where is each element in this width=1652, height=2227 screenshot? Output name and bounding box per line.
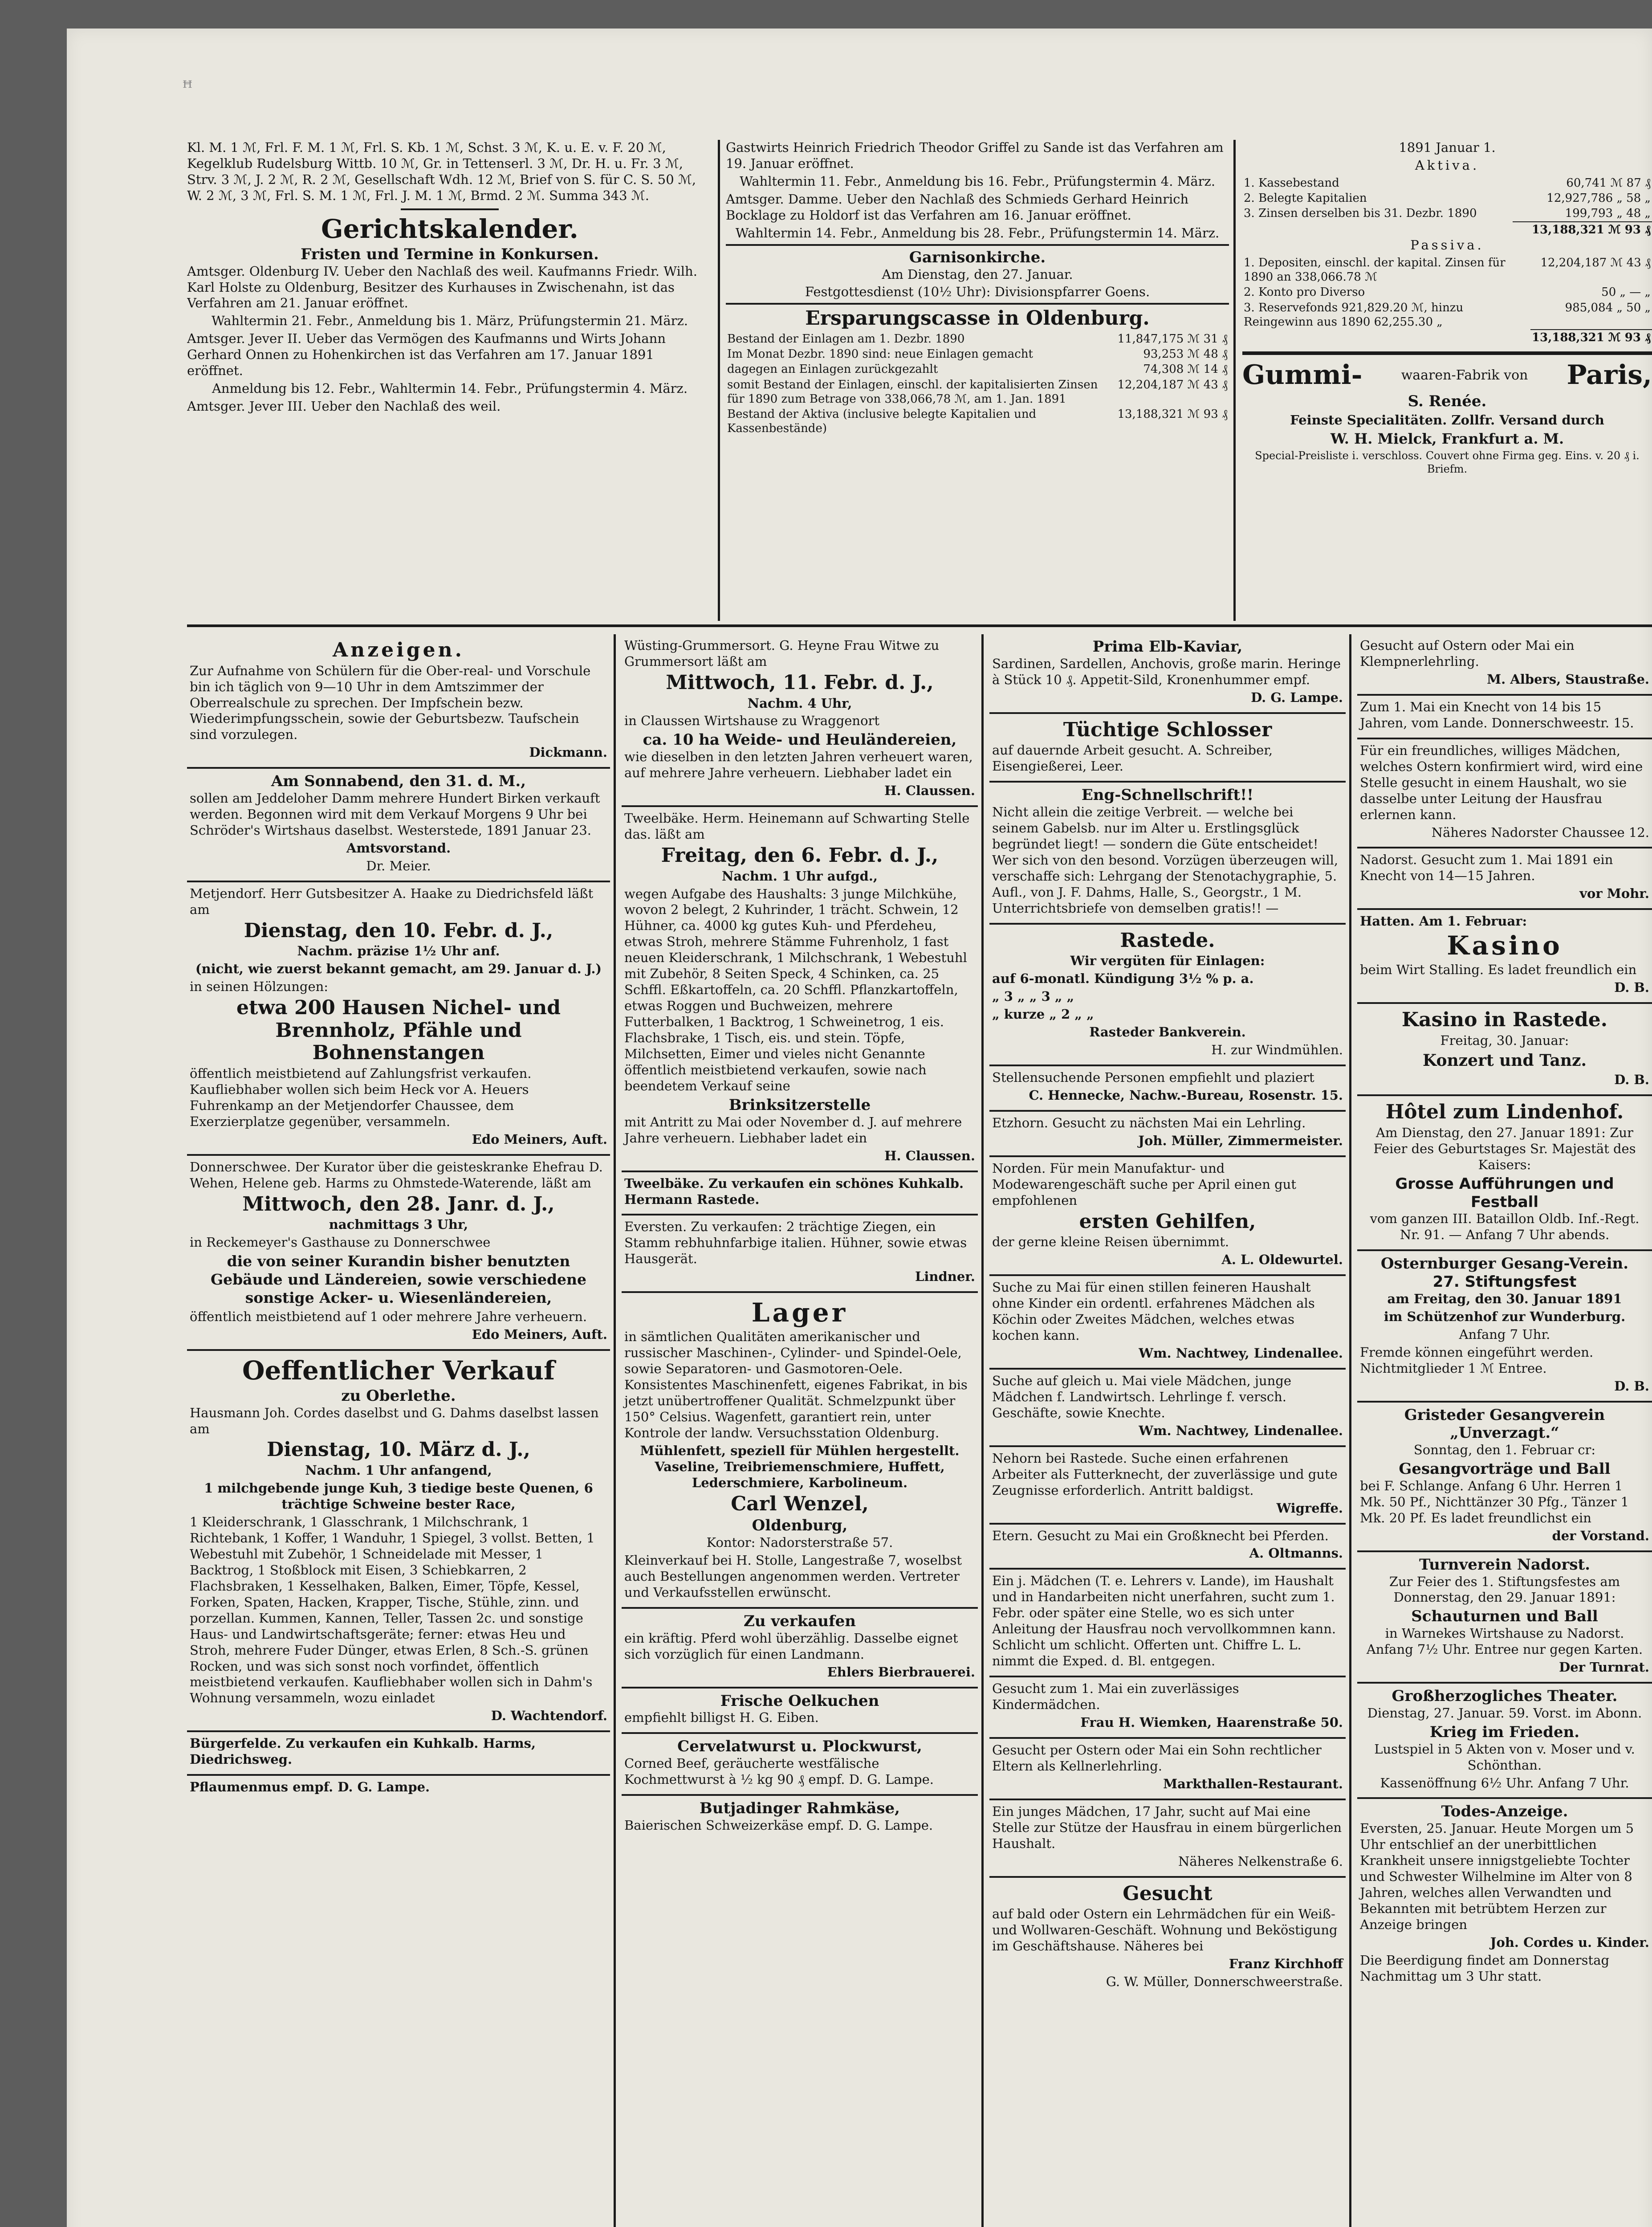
newspaper-page (67, 29, 1652, 2227)
ad-tweelbaeke-big: Brinksitzerstelle (728, 1096, 871, 1114)
ad-kaese-heading: Butjadinger Rahmkäse, (699, 1799, 900, 1818)
ad-wurst: Corned Beef, geräucherte westfälische Kochmettwurst à ½ kg 90 ₰ empf. D. G. Lampe. (624, 1756, 934, 1787)
donation-fragment: Kl. M. 1 ℳ, Frl. F. M. 1 ℳ, Frl. S. Kb. 1 ℳ, Schst. 3 ℳ, K. u. E. v. F. 20 ℳ, Kegelklub Rudelsburg Wittb. 10 ℳ, Gr. in Tettenserl. 3 ℳ, Dr. H. u. Fr. 3 ℳ, Strv. 3 ℳ, J. 2 ℳ, R. 2 ℳ, Gesellschaft Wdh. 12 ℳ, Brief von S. für C. S. 50 ℳ, W. 2 ℳ, 3 ℳ, Frl. S. M. 1 ℳ, Frl. J. M. 1 ℳ, Brmd. 2 ℳ. Summa 343 ℳ. (187, 140, 696, 203)
ad-school-signature: Dickmann. (529, 745, 607, 760)
ad-donnerschwee-b: in Reckemeyer's Gasthause zu Donnerschwee (190, 1235, 491, 1250)
ad-knecht: Zum 1. Mai ein Knecht von 14 bis 15 Jahren, vom Lande. Donnerschweestr. 15. (1360, 699, 1634, 730)
ad-lager-b: Mühlenfett, speziell für Mühlen hergestellt. Vaseline, Treibriemenschmiere, Huffett, Lederschmiere, Karbolineum. (640, 1443, 960, 1490)
ad-osternburg-c: Fremde können eingeführt werden. Nichtmitglieder 1 ℳ Entree. (1360, 1344, 1594, 1376)
gummi-renee: S. Renée. (1408, 392, 1487, 410)
ad-wuesting-time: Nachm. 4 Uhr, (747, 695, 852, 711)
ad-gristede-big: Gesangvorträge und Ball (1399, 1460, 1611, 1478)
ad-lager-kontor: Kontor: Nadorsterstraße 57. (706, 1535, 893, 1550)
court-calendar-subtitle: Fristen und Termine in Konkursen. (301, 245, 599, 263)
ad-gristede-signature: der Vorstand. (1552, 1528, 1649, 1543)
ad-rastede-rate: auf 6-monatl. Kündigung 3½ % p. a. (992, 971, 1254, 987)
ad-kaviar: Sardinen, Sardellen, Anchovis, große marin. Heringe à Stück 10 ₰. Appetit-Sild, Kronenhummer empf. (992, 656, 1341, 687)
ad-eversten: Eversten. Zu verkaufen: 2 trächtige Ziegen, ein Stamm rebhuhnfarbige italien. Hühner, sowie etwas Hausgerät. (624, 1219, 967, 1267)
gummi-firm: W. H. Mielck, Frankfurt a. M. (1330, 430, 1564, 447)
ad-tweelbaeke-c: wegen Aufgabe des Haushalts: 3 junge Milchkühe, wovon 2 belegt, 2 Kuhrinder, 1 trächt. Schwein, 12 Hühner, ca. 4000 kg gutes Kuh- und Pferdeheu, etwas Stroh, mehrere Stämme Fuhrenholz, 1 fast neuen Kleiderschrank, 1 Milchschrank, 1 Webestuhl mit Zubehör, 8 Seiten Speck, 4 Schinken, ca. 25 Schffl. Eßkartoffeln, ca. 20 Schffl. Pflanzkartoffeln, etwas Roggen und Buchweizen, mehrere Futterbalken, 1 Backtrog, 1 Schweinetrog, 1 eis. Flachsbrake, 1 Tisch, eis. und stein. Töpfe, Milchsetten, Eimer und vieles nicht Genannte öffentlich meistbietend verkaufen, sowie nach beendetem Verkauf seine (624, 886, 967, 1093)
garrison-church-date: Am Dienstag, den 27. Januar. (882, 266, 1073, 282)
ad-theater-date: Dienstag, 27. Januar. 59. Vorst. im Abonn. (1367, 1705, 1642, 1721)
ad-nehorn: Nehorn bei Rastede. Suche einen erfahrenen Arbeiter als Futterknecht, der zuverlässige und gute Zeugnisse erforderlich. Antritt baldigst. (992, 1450, 1338, 1498)
ad-tweelbaeke-date: Freitag, den 6. Febr. d. J., (661, 844, 939, 867)
passiva-title: Passiva. (1410, 237, 1484, 253)
ad-horse: ein kräftig. Pferd wohl überzählig. Dasselbe eignet sich vorzüglich für einen Landmann. (624, 1630, 958, 1662)
ad-schnellschrift: Nicht allein die zeitige Verbreit. — welche bei seinem Gabelsb. nur im Alter u. Erstlingsglück begründet liegt! — sondern die Güte entscheidet! Wer sich von den besond. Vorzügen überzeugen will, verschaffe sich: Lehrgang der Stenotachygraphie, 5. Aufl., von J. F. Dahms, Halle, S., Georgstr., 1 M. Unterrichtsbriefe von demselben gratis!! — (992, 804, 1339, 916)
ad-auction: Hausmann Joh. Cordes daselbst und G. Dahms daselbst lassen am (190, 1405, 599, 1436)
ad-stellensuchende: Stellensuchende Personen empfiehlt und plaziert (992, 1069, 1314, 1085)
gummi-word: Gummi- (1242, 359, 1363, 391)
ad-rastede-signature: H. zur Windmühlen. (1211, 1042, 1343, 1057)
ad-lager-city: Oldenburg, (752, 1517, 848, 1535)
column-rule (1233, 140, 1236, 621)
ad-wuesting-big: ca. 10 ha Weide- und Heuländereien, (643, 731, 957, 749)
gummi-paris: Paris, (1567, 359, 1652, 391)
ad-metjendorf-signature: Edo Meiners, Auft. (472, 1131, 607, 1147)
ad-rastede-name: Rasteder Bankverein. (1089, 1024, 1246, 1040)
ad-junges-maedchen: Ein j. Mädchen (T. e. Lehrers v. Lande), im Haushalt und in Handarbeiten nicht unerfahren, sucht zum 1. Febr. oder später eine Stelle, wo es sich unter Anleitung der Hausfrau noch vervollkommnen kann. Schlicht um schlicht. Offerten unt. Chiffre L. L. nimmt die Exped. d. Bl. entgegen. (992, 1573, 1336, 1669)
gummi-ad-header (1242, 359, 1652, 392)
ad-lehrmaedchen: auf bald oder Ostern ein Lehrmädchen für ein Weiß- und Wollwaren-Geschäft. Wohnung und Beköstigung im Geschäftshause. Näheres bei (992, 1906, 1338, 1954)
ad-stellensuchende-signature: C. Hennecke, Nachw.-Bureau, Rosenstr. 15. (1029, 1087, 1343, 1103)
ad-auction-c: 1 Kleiderschrank, 1 Glasschrank, 1 Milchschrank, 1 Richtebank, 1 Koffer, 1 Wanduhr, 1 Spiegel, 3 vollst. Betten, 1 Webestuhl mit Zubehör, 1 Schneidelade mit Messer, 1 Backtrog, 1 Stoßblock mit Eisen, 3 Schiebkarren, 2 Flachsbraken, 1 Kesselhaken, Balken, Eimer, Töpfe, Kessel, Forken, Spaten, Hacken, Krapper, Tische, Stühle, zinn. und porzellan. Kummen, Kannen, Teller, Tassen 2c. und sonstige Haus- und Landwirtschaftsgeräte; ferner: etwas Heu und Stroh, mehrere Fuder Dünger, etwas Erlen, 8 Sch.-S. grünen Rocken, und was sich sonst noch vorfindet, öffentlich meistbietend verkaufen. Kaufliebhaber wollen sich in Dahm's Wohnung versammeln, wozu einladet (190, 1514, 595, 1706)
ad-norden-b: der gerne kleine Reisen übernimmt. (992, 1234, 1229, 1250)
ad-turnverein-signature: Der Turnrat. (1559, 1660, 1649, 1675)
ad-freundliches-signature: Näheres Nadorster Chaussee 12. (1431, 824, 1649, 840)
ad-lindenhof-b: vom ganzen III. Bataillon Oldb. Inf.-Regt. Nr. 91. — Anfang 7 Uhr abends. (1370, 1211, 1640, 1243)
ad-osternburg-date: am Freitag, den 30. Januar 1891 (1387, 1291, 1622, 1306)
ad-lehrmaedchen-heading: Gesucht (1123, 1882, 1213, 1905)
ad-maedchen-signature: Wm. Nachtwey, Lindenallee. (1139, 1423, 1343, 1438)
column-rule (981, 634, 984, 2227)
ad-tweelbaeke-signature: H. Claussen. (884, 1148, 975, 1163)
ad-donnerschwee-date: Mittwoch, den 28. Janr. d. J., (242, 1192, 555, 1215)
ad-wuesting-c: wie dieselben in den letzten Jahren verheuert waren, auf mehrere Jahre verheuern. Liebhaber ladet ein (624, 749, 973, 781)
ad-schnellschrift-heading: Eng-Schnellschrift!! (1081, 786, 1254, 804)
ad-wuesting-signature: H. Claussen. (884, 783, 975, 799)
ad-donnerschwee: Donnerschwee. Der Kurator über die geisteskranke Ehefrau D. Wehen, Helene geb. Harms zu Ohmstede-Waterende, läßt am (190, 1159, 603, 1191)
ad-wurst-heading: Cervelatwurst u. Plockwurst, (677, 1738, 922, 1756)
ad-birch-heading: Am Sonnabend, den 31. d. M., (271, 772, 526, 791)
ad-donnerschwee-c: öffentlich meistbietend auf 1 oder mehrere Jahre verheuern. (190, 1309, 587, 1324)
ad-todes-b: Die Beerdigung findet am Donnerstag Nachmittag um 3 Uhr statt. (1360, 1952, 1610, 1984)
ad-klempner: Gesucht auf Ostern oder Mai ein Klempnerlehrling. (1360, 638, 1575, 669)
ad-nadorst-signature: vor Mohr. (1579, 886, 1649, 901)
ad-schlosser: auf dauernde Arbeit gesucht. A. Schreiber, Eisengießerei, Leer. (992, 742, 1273, 774)
ad-rastede-rate: „ 3 „ „ 3 „ „ (992, 989, 1074, 1004)
ad-birch-signature: Amtsvorstand. (346, 840, 451, 856)
court-notice-3: Amtsger. Jever III. Ueber den Nachlaß des weil. (187, 399, 501, 414)
ad-metjendorf-date: Dienstag, den 10. Febr. d. J., (244, 919, 553, 942)
ad-turnverein-big: Schauturnen und Ball (1411, 1607, 1598, 1626)
ad-nadorst: Nadorst. Gesucht zum 1. Mai 1891 ein Knecht von 14—15 Jahren. (1360, 852, 1613, 884)
ad-lager: in sämtlichen Qualitäten amerikanischer und russischer Maschinen-, Cylinder- und Spindel-Oele, sowie Separatoren- und Gasmotoren-Oele. Konsistentes Maschinenfett, eigenes Fabrikat, in bis jetzt unübertroffener Qualität. Schmelzpunkt über 150° Celsius. Wagenfett, garantiert rein, unter Kontrole der landw. Versuchsstation Oldenburg. (624, 1329, 968, 1440)
garrison-church-title: Garnisonkirche. (909, 248, 1046, 266)
ad-kellner-signature: Markthallen-Restaurant. (1163, 1776, 1343, 1791)
ads-column-1 (187, 634, 610, 2227)
ad-auction-place: zu Oberlethe. (341, 1387, 456, 1405)
ad-oelkuchen-heading: Frische Oelkuchen (720, 1692, 879, 1710)
ad-lager-name: Carl Wenzel, (731, 1492, 869, 1515)
ad-auction-time: Nachm. 1 Uhr anfangend, (305, 1463, 492, 1478)
ad-lager-title: Lager (751, 1297, 848, 1328)
ad-kuhkalb: Tweelbäke. Zu verkaufen ein schönes Kuhkalb. Hermann Rastede. (624, 1175, 964, 1207)
ad-koechin-signature: Wm. Nachtwey, Lindenallee. (1139, 1345, 1343, 1361)
ad-rastede-rate: „ kurze „ 2 „ „ (992, 1007, 1094, 1022)
section-rule (187, 624, 1652, 627)
ad-donnerschwee-big: die von seiner Kurandin bisher benutzten Gebäude und Ländereien, sowie verschiedene sonstige Acker- u. Wiesenländereien, (210, 1252, 587, 1306)
ad-etern-signature: A. Oltmanns. (1249, 1546, 1343, 1561)
page-mark: ꟸ (183, 77, 192, 98)
ad-metjendorf-b: in seinen Hölzungen: (190, 979, 329, 995)
ad-kasino-rastede-b: Konzert und Tanz. (1422, 1051, 1587, 1070)
ads-column-4 (1357, 634, 1652, 2227)
ad-lehrmaedchen-address: G. W. Müller, Donnerschweerstraße. (1106, 1974, 1343, 1990)
ad-tweelbaeke: Tweelbäke. Herm. Heinemann auf Schwarting Stelle das. läßt am (624, 811, 970, 842)
gummi-text: waaren-Fabrik von (1401, 367, 1528, 383)
savings-bank-table: Bestand der Einlagen am 1. Dezbr. 1890 11,847,175 ℳ 31 ₰ Im Monat Dezbr. 1890 sind: neue Einlagen gemacht 93,253 ℳ 48 ₰ dagegen an Einlagen zurückgezahlt 74,308 ℳ 14 ₰ somit Bestand der Einlagen, einschl. der kapitalisierten Zinsen für 1890 zum Betrage von 338,066,78 ℳ, am 1. Jan. 1891 12,204,187 ℳ 43 ₰ Bestand der Aktiva (inclusive belegte Kapitalien und Kassenbestände) 13,188,321 ℳ 93 ₰ (727, 332, 1228, 436)
ad-gristede-c: bei F. Schlange. Anfang 6 Uhr. Herren 1 Mk. 50 Pf., Nichttänzer 30 Pfg., Tänzer 1 Mk. 20 Pf. Es ladet freundlichst ein (1360, 1478, 1629, 1525)
ads-column-3 (989, 634, 1346, 2227)
passiva-table: 1. Depositen, einschl. der kapital. Zinsen für 1890 an 338,066.78 ℳ 12,204,187 ℳ 43 ₰ 2. Konto pro Diverso 50 „ — „ 3. Reservefonds 921,829.20 ℳ, hinzu Reingewinn aus 1890 62,255.30 „ 985,084 „ 50 „ 13,188,321 ℳ 93 ₰ (1242, 255, 1652, 345)
ad-rastede-heading: Rastede. (1120, 929, 1215, 952)
ad-wuesting-b: in Claussen Wirtshause zu Wraggenort (624, 713, 880, 729)
ad-auction-date: Dienstag, 10. März d. J., (267, 1438, 530, 1461)
ads-column-2 (622, 634, 978, 2227)
court-notice-1: Amtsger. Oldenburg IV. Ueber den Nachlaß des weil. Kaufmanns Friedr. Wilh. Karl Holste zu Oldenburg, Besitzer des Kurhauses in Zwischenahn, ist das Verfahren am 21. Januar eröffnet. (187, 263, 697, 311)
top-column-2 (726, 140, 1229, 621)
ad-horse-heading: Zu verkaufen (744, 1612, 856, 1630)
ad-osternburg-signature: D. B. (1614, 1378, 1649, 1394)
ad-kaese: Baierischen Schweizerkäse empf. D. G. Lampe. (624, 1817, 933, 1833)
ad-theater-time: Kassenöffnung 6½ Uhr. Anfang 7 Uhr. (1380, 1775, 1629, 1791)
ad-nehorn-signature: Wigreffe. (1276, 1500, 1343, 1516)
ad-kasino-signature: D. B. (1614, 980, 1649, 995)
savings-bank-title: Ersparungscasse in Oldenburg. (805, 307, 1150, 330)
ad-turnverein: Zur Feier des 1. Stiftungsfestes am Donnerstag, den 29. Januar 1891: (1389, 1574, 1620, 1605)
court-notice-5: Amtsger. Damme. Ueber den Nachlaß des Schmieds Gerhard Heinrich Bocklage zu Holdorf ist das Verfahren am 16. Januar eröffnet. (726, 191, 1189, 223)
ad-school: Zur Aufnahme von Schülern für die Ober-real- und Vorschule bin ich täglich von 9—10 Uhr in dem Amtszimmer der Oberrealschule zu sprechen. Der Impfschein bezw. Wiederimpfungsschein, sowie der Geburtsbezw. Taufschein sind vorzulegen. (190, 663, 591, 742)
ad-kaviar-signature: D. G. Lampe. (1251, 689, 1343, 705)
ad-donnerschwee-time: nachmittags 3 Uhr, (329, 1217, 468, 1232)
ad-theater-heading: Großherzogliches Theater. (1392, 1687, 1618, 1705)
ad-auction-list: 1 milchgebende junge Kuh, 3 tiedige beste Quenen, 6 trächtige Schweine bester Race, (204, 1481, 593, 1512)
ad-metjendorf-big: etwa 200 Hausen Nichel- und Brennholz, Pfähle und Bohnenstangen (236, 996, 561, 1065)
ad-wuesting: Wüsting-Grummersort. G. Heyne Frau Witwe zu Grummersort läßt am (624, 638, 940, 669)
court-notice-4: Gastwirts Heinrich Friedrich Theodor Griffel zu Sande ist das Verfahren am 19. Januar eröffnet. (726, 140, 1224, 171)
ad-osternburg-b: im Schützenhof zur Wunderburg. (1383, 1309, 1626, 1324)
ad-oelkuchen: empfiehlt billigst H. G. Eiben. (624, 1710, 819, 1725)
ad-kasino-rastede-signature: D. B. (1614, 1072, 1649, 1088)
court-notice-1-dates: Wahltermin 21. Febr., Anmeldung bis 1. März, Prüfungstermin 21. März. (211, 313, 688, 329)
column-rule (718, 140, 720, 621)
ad-auction-title: Oeffentlicher Verkauf (242, 1355, 555, 1386)
ad-turnverein-b: in Warnekes Wirtshause zu Nadorst. Anfang 7½ Uhr. Entree nur gegen Karten. (1366, 1626, 1643, 1657)
ad-etzhorn: Etzhorn. Gesucht zu nächsten Mai ein Lehrling. (992, 1115, 1306, 1130)
court-notice-2-dates: Anmeldung bis 12. Febr., Wahltermin 14. Febr., Prüfungstermin 4. März. (212, 381, 688, 396)
ad-wuesting-date: Mittwoch, 11. Febr. d. J., (666, 671, 934, 694)
ad-turnverein-heading: Turnverein Nadorst. (1419, 1555, 1591, 1574)
ad-kasino-rastede-heading: Kasino in Rastede. (1401, 1008, 1608, 1032)
column-rule (1349, 634, 1351, 2227)
ad-auction-signature: D. Wachtendorf. (491, 1708, 607, 1724)
court-calendar-title: Gerichtskalender. (321, 213, 578, 244)
ad-todes: Eversten, 25. Januar. Heute Morgen um 5 Uhr entschlief an der unerbittlichen Krankheit unsere innigstgeliebte Tochter und Schwester Wilhelmine im Alter von 8 Jahren, welches allen Verwandten und Bekannten mit betrübtem Herzen zur Anzeige bringen (1360, 1821, 1634, 1932)
ad-metjendorf-time: Nachm. präzise 1½ Uhr anf. (297, 943, 500, 959)
ad-kellner: Gesucht per Ostern oder Mai ein Sohn rechtlicher Eltern als Kellnerlehrling. (992, 1742, 1322, 1774)
court-notice-4-dates: Wahltermin 11. Febr., Anmeldung bis 16. Febr., Prüfungstermin 4. März. (739, 173, 1216, 189)
ad-klempner-signature: M. Albers, Staustraße. (1487, 671, 1649, 687)
ad-rastede-b: Wir vergüten für Einlagen: (1070, 953, 1265, 969)
ad-kasino-heading: Kasino (1447, 930, 1562, 961)
court-notice-5-dates: Wahltermin 14. Febr., Anmeldung bis 28. Febr., Prüfungstermin 14. März. (735, 225, 1220, 241)
top-column-3 (1242, 140, 1652, 621)
ad-kasino: beim Wirt Stalling. Es ladet freundlich ein (1360, 962, 1637, 978)
top-column-1 (187, 140, 712, 621)
ad-kasino-rastede-date: Freitag, 30. Januar: (1440, 1032, 1569, 1048)
ad-norden-signature: A. L. Oldewurtel. (1221, 1252, 1343, 1268)
ad-theater-big: Krieg im Frieden. (1429, 1723, 1580, 1741)
ad-todes-heading: Todes-Anzeige. (1441, 1803, 1568, 1821)
anzeigen-title: Anzeigen. (333, 639, 464, 661)
ad-gristede-date: Sonntag, den 1. Februar cr: (1413, 1442, 1596, 1458)
ad-freundliches: Für ein freundliches, williges Mädchen, welches Ostern konfirmiert wird, wird eine Stelle gesucht in einem Haushalt, wo sie dasselbe unter Leitung der Hausfrau erlernen kann. (1360, 742, 1643, 822)
ad-birch-name: Dr. Meier. (366, 858, 431, 873)
gummi-small: Special-Preisliste i. verschloss. Couvert ohne Firma geg. Eins. v. 20 ₰ i. Briefm. (1255, 449, 1640, 476)
ad-lindenhof-big: Grosse Aufführungen und Festball (1395, 1175, 1614, 1211)
ad-osternburg-big: 27. Stiftungsfest (1432, 1273, 1577, 1291)
ad-eversten-signature: Lindner. (915, 1269, 975, 1285)
ad-todes-signature: Joh. Cordes u. Kinder. (1490, 1934, 1649, 1950)
ad-norden-heading: ersten Gehilfen, (1079, 1210, 1256, 1233)
ad-tweelbaeke-time: Nachm. 1 Uhr aufgd., (721, 868, 878, 884)
ad-metjendorf-note: (nicht, wie zuerst bekannt gemacht, am 29. Januar d. J.) (195, 961, 602, 977)
ad-birch: sollen am Jeddeloher Damm mehrere Hundert Birken verkauft werden. Begonnen wird mit dem Verkauf Morgens 9 Uhr bei Schröder's Wirtshaus daselbst. Westerstede, 1891 Januar 23. (190, 791, 600, 838)
ad-kaviar-heading: Prima Elb-Kaviar, (1092, 638, 1243, 656)
ad-osternburg-heading: Osternburger Gesang-Verein. (1380, 1255, 1629, 1273)
ad-metjendorf-c: öffentlich meistbietend auf Zahlungsfrist verkaufen. Kaufliebhaber wollen sich beim Heck vor A. Heuers Fuhrenkamp an der Metjendorfer Chaussee, dem Exerzierplatze gegenüber, versammeln. (190, 1066, 532, 1129)
aktiva-title: Aktiva. (1415, 157, 1480, 173)
ad-horse-signature: Ehlers Bierbrauerei. (827, 1664, 975, 1680)
ad-norden: Norden. Für mein Manufaktur- und Modewarengeschäft suche per April einen gut empfohlenen (992, 1160, 1296, 1208)
ad-maedchen: Suche auf gleich u. Mai viele Mädchen, junge Mädchen f. Landwirtsch. Lehrlinge f. versch. Geschäfte, sowie Knechte. (992, 1373, 1292, 1420)
court-notice-2: Amtsger. Jever II. Ueber das Vermögen des Kaufmanns und Wirts Johann Gerhard Onnen zu Hohenkirchen ist das Verfahren am 17. Januar 1891 eröffnet. (187, 331, 666, 379)
ad-theater-b: Lustspiel in 5 Akten von v. Moser und v. Schönthan. (1374, 1741, 1635, 1773)
ad-osternburg-time: Anfang 7 Uhr. (1459, 1326, 1550, 1342)
ad-kindermaedchen: Gesucht zum 1. Mai ein zuverlässiges Kindermädchen. (992, 1681, 1239, 1713)
ad-schlosser-heading: Tüchtige Schlosser (1063, 718, 1272, 741)
ad-lager-c: Kleinverkauf bei H. Stolle, Langestraße 7, woselbst auch Bestellungen angenommen werden. Vertreter und Verkaufsstellen erwünscht. (624, 1553, 962, 1600)
ad-lehrmaedchen-signature: Franz Kirchhoff (1229, 1956, 1343, 1972)
gummi-line: Feinste Specialitäten. Zollfr. Versand durch (1290, 412, 1604, 428)
ad-stuetze-signature: Näheres Nelkenstraße 6. (1178, 1853, 1343, 1869)
ad-lindenhof: Am Dienstag, den 27. Januar 1891: Zur Feier des Geburtstages Sr. Majestät des Kaisers: (1373, 1125, 1636, 1172)
ad-pflaumenmus: Pflaumenmus empf. D. G. Lampe. (190, 1779, 430, 1795)
ad-hatten: Hatten. Am 1. Februar: (1360, 914, 1527, 929)
ad-koechin: Suche zu Mai für einen stillen feineren Haushalt ohne Kinder ein ordentl. erfahrenes Mädchen als Köchin oder Zweites Mädchen, welches etwas kochen kann. (992, 1280, 1315, 1343)
ad-buergerfelde: Bürgerfelde. Zu verkaufen ein Kuhkalb. Harms, Diedrichsweg. (190, 1736, 536, 1767)
ad-etern: Etern. Gesucht zu Mai ein Großknecht bei Pferden. (992, 1528, 1329, 1543)
divider (401, 208, 499, 210)
aktiva-table: 1. Kassebestand 60,741 ℳ 87 ₰ 2. Belegte Kapitalien 12,927,786 „ 58 „ 3. Zinsen derselben bis 31. Dezbr. 1890 199,793 „ 48 „ 13,188,321 ℳ 93 ₰ (1242, 175, 1652, 237)
column-rule (614, 634, 616, 2227)
garrison-church-service: Festgottesdienst (10½ Uhr): Divisionspfarrer Goens. (805, 284, 1150, 300)
ad-lindenhof-heading: Hôtel zum Lindenhof. (1385, 1101, 1624, 1124)
ad-etzhorn-signature: Joh. Müller, Zimmermeister. (1138, 1133, 1343, 1148)
balance-date: 1891 Januar 1. (1399, 140, 1496, 155)
ad-donnerschwee-signature: Edo Meiners, Auft. (472, 1326, 607, 1342)
ad-gristede-heading: Gristeder Gesangverein „Unverzagt.“ (1404, 1406, 1605, 1442)
ad-tweelbaeke-d: mit Antritt zu Mai oder November d. J. auf mehrere Jahre verheuern. Liebhaber ladet ein (624, 1114, 962, 1146)
ad-metjendorf: Metjendorf. Herr Gutsbesitzer A. Haake zu Diedrichsfeld läßt am (190, 885, 594, 917)
ad-stuetze: Ein junges Mädchen, 17 Jahr, sucht auf Mai eine Stelle zur Stütze der Hausfrau in einem bürgerlichen Haushalt. (992, 1803, 1342, 1851)
ad-kindermaedchen-signature: Frau H. Wiemken, Haarenstraße 50. (1080, 1715, 1343, 1730)
